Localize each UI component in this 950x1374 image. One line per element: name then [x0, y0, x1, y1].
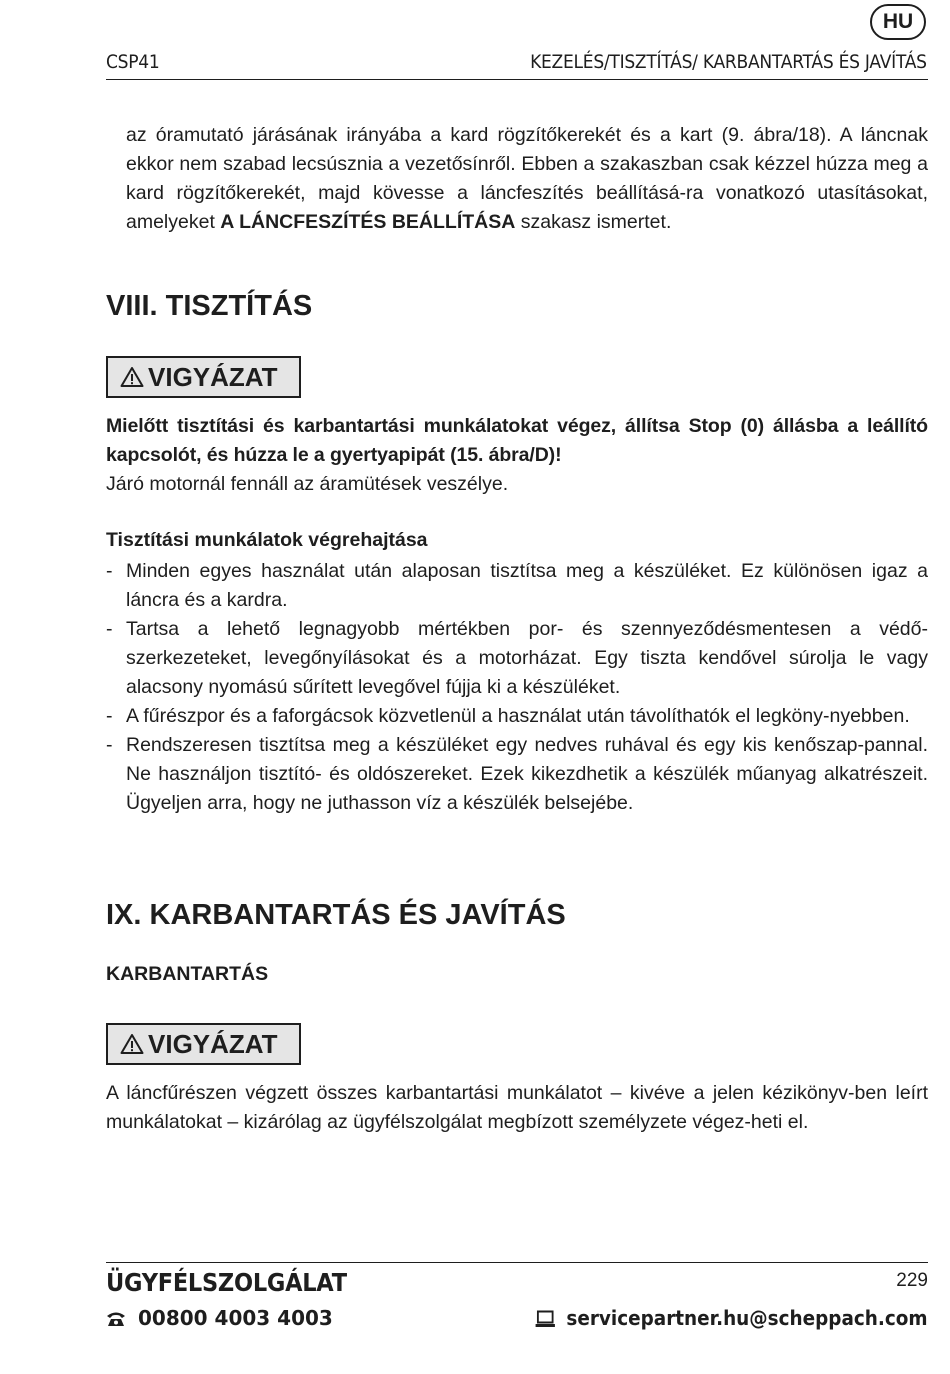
- list-item-text: Tartsa a lehető legnagyobb mértékben por- és szennyeződésmentesen a védő-szerkezeteket, levegőnyílásokat és a motorházat. Egy tiszta kendővel súrolja le vagy alacsony nyomású sűrített levegővel fújja ki a készüléket.: [126, 618, 928, 698]
- language-badge: HU: [870, 4, 926, 40]
- footer-rule: [106, 1262, 928, 1263]
- intro-text-end: szakasz ismertet.: [515, 211, 672, 233]
- header-section-title: KEZELÉS/TISZTÍTÁS/ KARBANTARTÁS ÉS JAVÍTÁS: [530, 51, 927, 73]
- footer-email: [536, 1306, 928, 1330]
- footer-service-title: ÜGYFÉLSZOLGÁLAT: [106, 1268, 347, 1297]
- list-item-text: A fűrészpor és a faforgácsok közvetlenül a használat után távolíthatók el legköny-nyebben.: [126, 705, 910, 727]
- laptop-icon: [536, 1310, 556, 1328]
- list-item-text: Minden egyes használat után alaposan tisztítsa meg a készüléket. Ez különösen igaz a láncra és a kardra.: [126, 560, 928, 611]
- cleaning-list: [106, 557, 928, 818]
- header-model: CSP41: [106, 51, 160, 73]
- warning-instruction: Mielőtt tisztítási és karbantartási munkálatokat végez, állítsa Stop (0) állásba a leállító kapcsolót, és húzza le a gyertyapipát (15. ábra/D)!: [106, 415, 928, 466]
- footer-phone: [106, 1306, 333, 1330]
- warning-triangle-icon: [120, 1033, 144, 1055]
- section-title-cleaning: VIII. TISZTÍTÁS: [106, 290, 313, 322]
- intro-bold-ref: A LÁNCFESZÍTÉS BEÁLLÍTÁSA: [220, 211, 516, 233]
- list-dash: -: [106, 618, 113, 640]
- list-item: [106, 731, 928, 818]
- list-item: [106, 615, 928, 702]
- section-title-maintenance: IX. KARBANTARTÁS ÉS JAVÍTÁS: [106, 899, 566, 931]
- page-number: 229: [896, 1270, 928, 1291]
- list-item-text: Rendszeresen tisztítsa meg a készüléket egy nedves ruhával és egy kis kenőszap-pannal. Ne használjon tisztító- és oldószereket. Ezek kikezdhetik a készülék műanyag alkatrészeit. Ügyeljen arra, hogy ne juthasson víz a készülék belsejébe.: [126, 734, 928, 814]
- cleaning-subheading: Tisztítási munkálatok végrehajtása: [106, 529, 428, 551]
- maintenance-subheading: KARBANTARTÁS: [106, 963, 269, 985]
- intro-paragraph: [126, 121, 928, 237]
- warning-label: VIGYÁZAT: [148, 1029, 278, 1059]
- header-rule: [106, 79, 928, 80]
- email-address[interactable]: servicepartner.hu@scheppach.com: [566, 1306, 928, 1330]
- list-item: [106, 557, 928, 615]
- warning-box: [106, 356, 301, 398]
- warning-label: VIGYÁZAT: [148, 362, 278, 392]
- warning-triangle-icon: [120, 366, 144, 388]
- warning-box: [106, 1023, 301, 1065]
- phone-icon: [106, 1310, 126, 1328]
- intro-text: az óramutató járásának irányába a kard rögzítőkerekét és a kart (9. ábra/18). A láncnak ekkor nem szabad lecsúsznia a vezetősínről. Ebben a szakaszban csak kézzel húzza meg a kard rögzítőkerekét, majd kövesse a láncfeszítés beállításá-ra vonatkozó utasításokat, amelyeket: [126, 124, 928, 233]
- warning-hazard-text: Járó motornál fennáll az áramütések veszélye.: [106, 473, 509, 495]
- phone-number[interactable]: 00800 4003 4003: [138, 1306, 333, 1330]
- list-dash: -: [106, 734, 113, 756]
- maintenance-paragraph: A láncfűrészen végzett összes karbantartási munkálatot – kivéve a jelen kézikönyv-ben leírt munkálatokat – kizárólag az ügyfélszolgálat megbízott személyzete végez-heti el.: [106, 1082, 928, 1133]
- list-dash: -: [106, 560, 113, 582]
- list-item: [106, 702, 928, 731]
- list-dash: -: [106, 705, 113, 727]
